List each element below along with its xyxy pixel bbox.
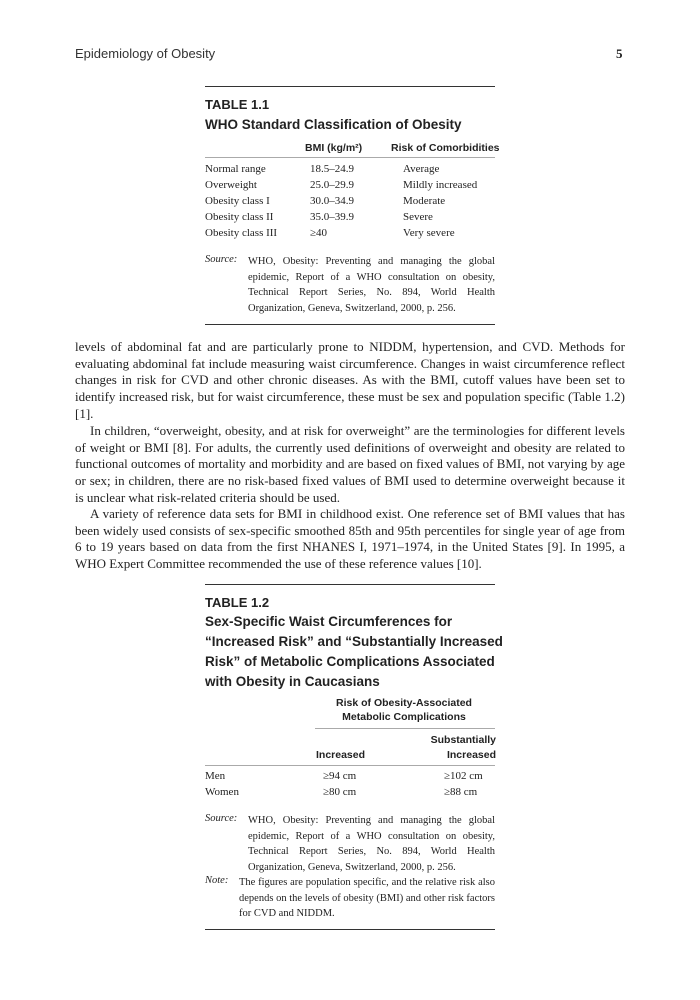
table2-source-text: WHO, Obesity: Preventing and managing the global epidemic, Report of a WHO consultation on obesity, Technical Report Series, No. 894, World Health Organization, Geneva, Switzerland, 2000, p. 256. (248, 815, 495, 873)
table2-source-label: Source: (205, 813, 238, 824)
body-paragraph-3: A variety of reference data sets for BMI in childhood exist. One reference set of BMI values that has been widely used consists of sex-specific smoothed 85th and 95th percentiles for single year of age from 6 to 19 years based on data from the first NHANES I, 1971–1974, in the United States [9]. In 1995, a WHO Expert Committee recommended the use of these reference values [10]. (75, 506, 625, 572)
table1-bottom-rule (205, 324, 495, 325)
table2-substantially: ≥102 cm (444, 770, 483, 782)
table2-group-header-line-2: Metabolic Complications (342, 711, 466, 723)
table2-substantially: ≥88 cm (444, 786, 478, 798)
table1-bmi: 30.0–34.9 (310, 195, 354, 207)
table1-bmi: 25.0–29.9 (310, 179, 354, 191)
table2-bottom-rule (205, 929, 495, 930)
table2-sex: Men (205, 770, 226, 782)
table2-header-rule (205, 765, 495, 766)
table1-category: Overweight (205, 179, 257, 191)
table2-col-subst-line-2: Increased (446, 749, 496, 761)
table1-source-label: Source: (205, 254, 238, 265)
table2-top-rule (205, 584, 495, 585)
table1-category: Obesity class II (205, 211, 274, 223)
table1-header-rule (205, 157, 495, 158)
table2-title-line-2: “Increased Risk” and “Substantially Increased (205, 634, 503, 649)
table2-col-subst-line-1: Substantially (430, 734, 496, 746)
table1-bmi: 35.0–39.9 (310, 211, 354, 223)
table1-col-risk: Risk of Comorbidities (391, 142, 500, 154)
table2-sex: Women (205, 786, 239, 798)
table2-group-rule (315, 728, 495, 729)
body-paragraph-2: In children, “overweight, obesity, and at risk for overweight” are the terminologies for different levels of weight or BMI [8]. For adults, the currently used definitions of overweight and obesity are related to functional outcomes of mortality and morbidity and are based on fixed values of BMI, not varying by age or sex; in children, there are no risk-based fixed values of BMI used to determine overweight because it is unclear what risk-related criteria should be used. (75, 423, 625, 505)
running-header-title: Epidemiology of Obesity (75, 46, 216, 61)
table2-note-text: The figures are population specific, and the relative risk also depends on the levels of obesity (BMI) and other risk factors for CVD and NIDDM. (239, 877, 495, 919)
table2-label: TABLE 1.2 (205, 595, 270, 610)
table1-risk: Very severe (403, 227, 455, 239)
table1-bmi: 18.5–24.9 (310, 163, 354, 175)
table2-increased: ≥80 cm (323, 786, 357, 798)
table1-col-bmi: BMI (kg/m²) (305, 142, 363, 154)
table1-bmi: ≥40 (310, 227, 328, 239)
table2-col-increased: Increased (316, 749, 366, 761)
table2-title-line-1: Sex-Specific Waist Circumferences for (205, 614, 453, 629)
table1-risk: Moderate (403, 195, 446, 207)
table2-title-line-3: Risk” of Metabolic Complications Associated (205, 654, 495, 669)
table1-title: WHO Standard Classification of Obesity (205, 117, 462, 132)
body-paragraph-1: levels of abdominal fat and are particularly prone to NIDDM, hypertension, and CVD. Methods for evaluating abdominal fat include measuring waist circumference. Changes in waist circumference reflect changes in risk for CVD and other chronic diseases. As with the BMI, cutoff values have been set to identify increased risk, but for waist circumference, these must be sex and population specific (Table 1.2) [1]. (75, 339, 625, 421)
table1-label: TABLE 1.1 (205, 97, 270, 112)
table1-risk: Average (403, 163, 440, 175)
table2-title-line-4: with Obesity in Caucasians (205, 674, 380, 689)
table1-category: Obesity class I (205, 195, 270, 207)
table2-group-header-line-1: Risk of Obesity-Associated (336, 697, 472, 709)
table1-top-rule (205, 86, 495, 87)
table1-source-text: WHO, Obesity: Preventing and managing the global epidemic, Report of a WHO consultation on obesity, Technical Report Series, No. 894, World Health Organization, Geneva, Switzerland, 2000, p. 256. (248, 256, 495, 314)
table1-category: Normal range (205, 163, 266, 175)
table1-risk: Mildly increased (403, 179, 478, 191)
page-number: 5 (616, 46, 623, 61)
table2-note-label: Note: (205, 875, 229, 886)
table1-risk: Severe (403, 211, 433, 223)
table1-category: Obesity class III (205, 227, 278, 239)
table2-increased: ≥94 cm (323, 770, 357, 782)
